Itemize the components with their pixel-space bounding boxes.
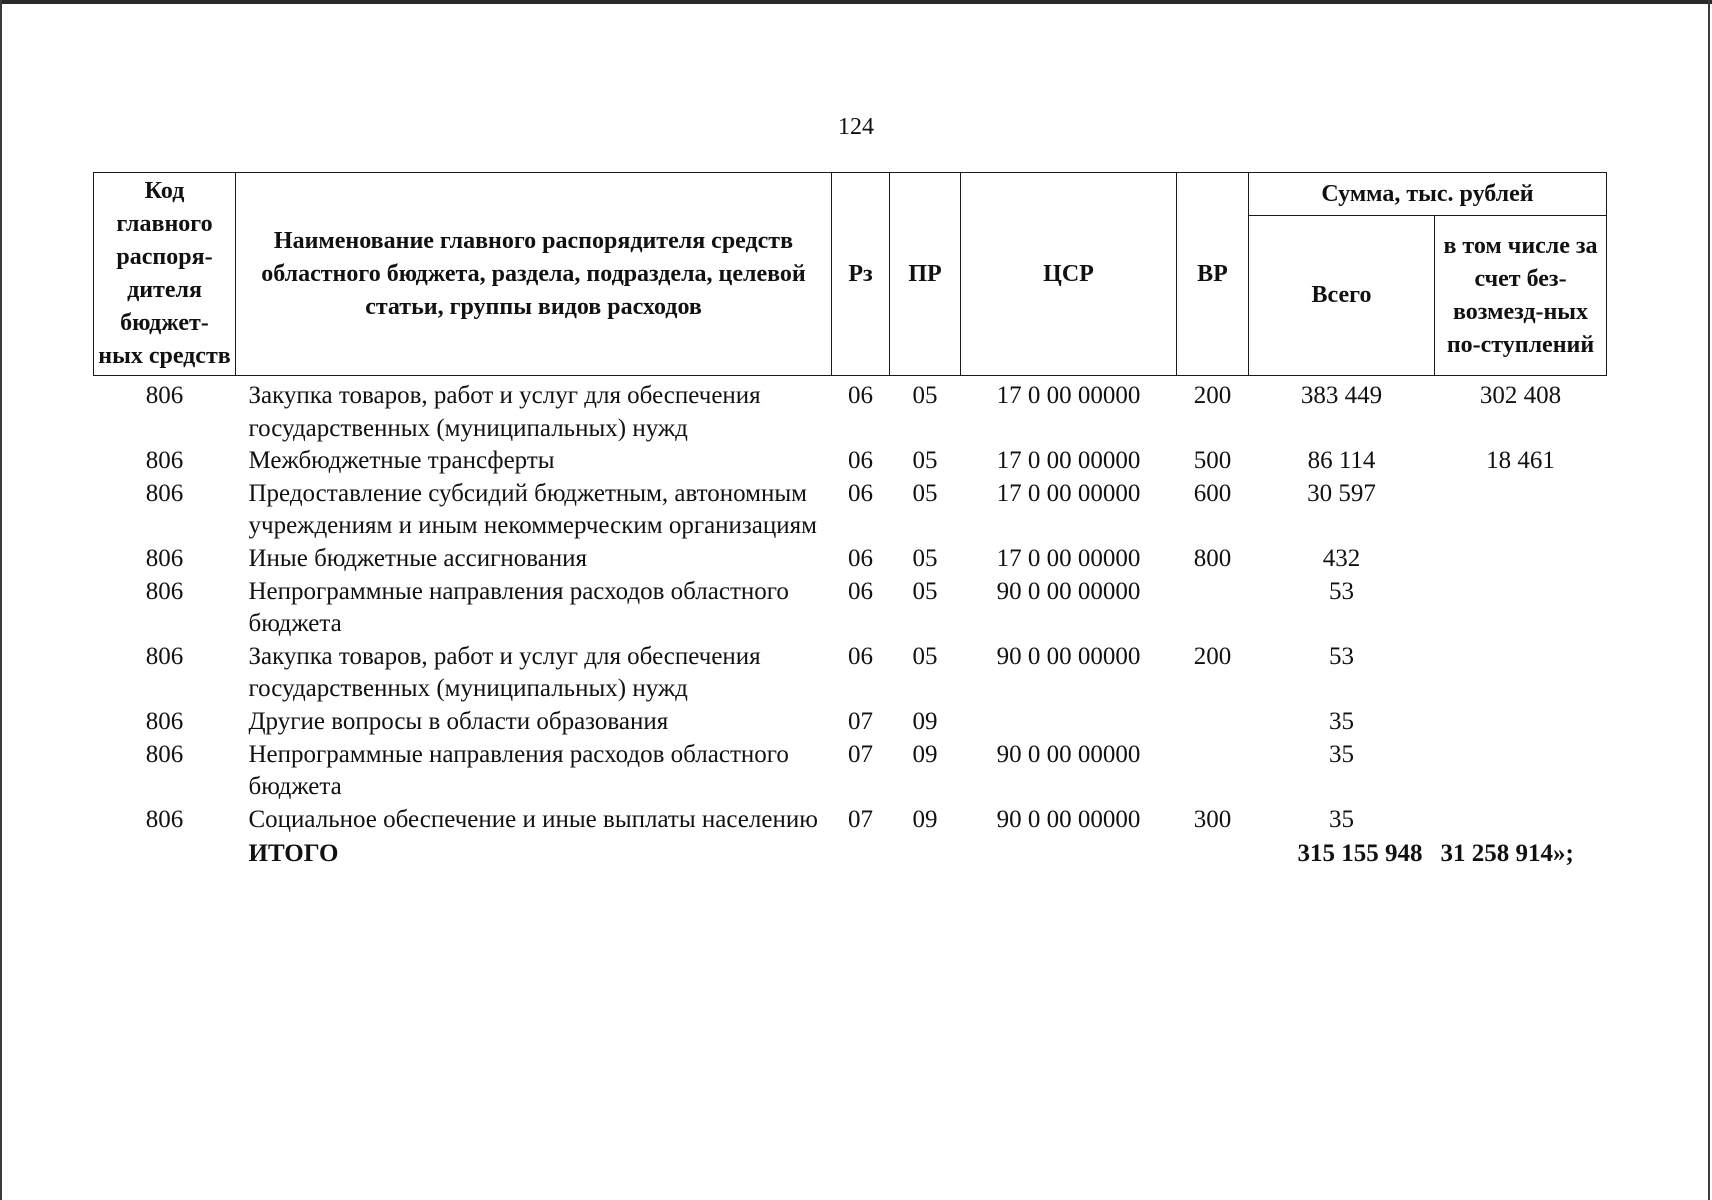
cell-rz bbox=[832, 836, 890, 871]
header-code: Код главного распоря-дителя бюджет-ных средств bbox=[94, 173, 236, 376]
header-total: Всего bbox=[1249, 216, 1435, 376]
total-row bbox=[94, 836, 1607, 871]
table-row bbox=[94, 445, 1607, 478]
cell-pr: 05 bbox=[912, 642, 938, 670]
cell-name: Другие вопросы в области образования bbox=[248, 707, 669, 735]
cell-vr bbox=[1177, 706, 1249, 739]
table-row bbox=[94, 376, 1607, 446]
total-incl: 31 258 914»; bbox=[1440, 840, 1574, 868]
table-row bbox=[94, 641, 1607, 706]
cell-csr: 17 0 00 00000 bbox=[996, 447, 1141, 475]
cell-csr: 90 0 00 00000 bbox=[996, 740, 1141, 768]
cell-code: 806 bbox=[145, 642, 184, 670]
cell-vr bbox=[1177, 739, 1249, 804]
cell-name: Непрограммные направления расходов областного бюджета bbox=[248, 740, 789, 801]
cell-vr bbox=[1177, 576, 1249, 641]
total-label: ИТОГО bbox=[248, 840, 339, 868]
cell-csr: 17 0 00 00000 bbox=[996, 479, 1141, 507]
cell-total: 53 bbox=[1329, 642, 1354, 670]
cell-incl bbox=[1435, 543, 1607, 576]
cell-vr: 800 bbox=[1193, 544, 1232, 572]
cell-rz: 06 bbox=[848, 642, 873, 670]
header-pr: ПР bbox=[890, 173, 961, 376]
page-number: 124 bbox=[838, 114, 874, 140]
page-left-border bbox=[0, 0, 2, 1200]
cell-total: 53 bbox=[1329, 577, 1354, 605]
cell-code: 806 bbox=[145, 382, 184, 409]
cell-incl bbox=[1435, 804, 1607, 837]
cell-pr bbox=[890, 836, 961, 871]
cell-rz: 06 bbox=[848, 544, 873, 572]
cell-pr: 05 bbox=[912, 544, 938, 572]
cell-pr: 05 bbox=[912, 479, 938, 507]
cell-rz: 06 bbox=[848, 479, 873, 507]
cell-vr: 600 bbox=[1193, 479, 1232, 507]
header-rz: Рз bbox=[832, 173, 890, 376]
cell-vr: 300 bbox=[1193, 805, 1232, 833]
cell-pr: 09 bbox=[912, 805, 938, 833]
table-row bbox=[94, 804, 1607, 837]
total-sum: 315 155 948 bbox=[1297, 840, 1423, 868]
cell-vr: 500 bbox=[1193, 447, 1232, 475]
cell-code: 806 bbox=[145, 740, 184, 768]
cell-incl: 302 408 bbox=[1479, 382, 1562, 409]
table-row bbox=[94, 576, 1607, 641]
header-csr: ЦСР bbox=[961, 173, 1177, 376]
table-row bbox=[94, 543, 1607, 576]
cell-pr: 05 bbox=[912, 447, 938, 475]
table-body bbox=[94, 376, 1607, 871]
header-sum: Сумма, тыс. рублей bbox=[1249, 173, 1607, 216]
cell-incl bbox=[1435, 706, 1607, 739]
table-row bbox=[94, 478, 1607, 543]
cell-name: Межбюджетные трансферты bbox=[248, 447, 555, 475]
cell-csr bbox=[961, 836, 1177, 871]
cell-total: 432 bbox=[1322, 544, 1361, 572]
cell-name: Закупка товаров, работ и услуг для обеспечения государственных (муниципальных) нужд bbox=[248, 642, 761, 703]
page-top-border bbox=[0, 0, 1712, 4]
cell-total: 86 114 bbox=[1307, 447, 1376, 475]
cell-rz: 07 bbox=[848, 707, 873, 735]
cell-code bbox=[94, 836, 236, 871]
cell-rz: 06 bbox=[848, 447, 873, 475]
cell-code: 806 bbox=[145, 544, 184, 572]
header-name: Наименование главного распорядителя средств областного бюджета, раздела, подраздела, целевой статьи, группы видов расходов bbox=[236, 173, 832, 376]
table-header bbox=[94, 173, 1607, 376]
cell-vr: 200 bbox=[1193, 642, 1232, 670]
cell-code: 806 bbox=[145, 577, 184, 605]
cell-code: 806 bbox=[145, 805, 184, 833]
cell-name: Непрограммные направления расходов областного бюджета bbox=[248, 577, 789, 638]
cell-pr: 05 bbox=[912, 382, 938, 409]
cell-code: 806 bbox=[145, 707, 184, 735]
cell-csr: 90 0 00 00000 bbox=[996, 577, 1141, 605]
cell-csr: 90 0 00 00000 bbox=[996, 642, 1141, 670]
cell-csr bbox=[961, 706, 1177, 739]
cell-rz: 06 bbox=[848, 577, 873, 605]
cell-csr: 17 0 00 00000 bbox=[996, 544, 1141, 572]
cell-total: 35 bbox=[1329, 805, 1354, 833]
cell-total: 35 bbox=[1329, 740, 1354, 768]
cell-rz: 06 bbox=[848, 382, 873, 409]
header-vr: ВР bbox=[1177, 173, 1249, 376]
cell-total: 383 449 bbox=[1300, 382, 1383, 409]
cell-incl bbox=[1435, 478, 1607, 543]
cell-name: Закупка товаров, работ и услуг для обеспечения государственных (муниципальных) нужд bbox=[248, 382, 761, 442]
budget-table bbox=[93, 172, 1607, 871]
cell-code: 806 bbox=[145, 447, 184, 475]
cell-pr: 09 bbox=[912, 740, 938, 768]
cell-name: Социальное обеспечение и иные выплаты населению bbox=[248, 805, 818, 833]
cell-rz: 07 bbox=[848, 805, 873, 833]
cell-vr: 200 bbox=[1193, 382, 1232, 409]
cell-pr: 09 bbox=[912, 707, 938, 735]
cell-incl bbox=[1435, 641, 1607, 706]
header-incl: в том числе за счет без-возмезд-ных по-ступлений bbox=[1435, 216, 1607, 376]
cell-incl: 18 461 bbox=[1486, 447, 1555, 475]
cell-vr bbox=[1177, 836, 1249, 871]
table-row bbox=[94, 739, 1607, 804]
cell-code: 806 bbox=[145, 479, 184, 507]
cell-name: Предоставление субсидий бюджетным, автономным учреждениям и иным некоммерческим организациям bbox=[248, 479, 817, 540]
cell-pr: 05 bbox=[912, 577, 938, 605]
cell-incl bbox=[1435, 739, 1607, 804]
page-right-border bbox=[1708, 0, 1710, 1200]
cell-incl bbox=[1435, 576, 1607, 641]
cell-csr: 90 0 00 00000 bbox=[996, 805, 1141, 833]
cell-rz: 07 bbox=[848, 740, 873, 768]
table-row bbox=[94, 706, 1607, 739]
cell-csr: 17 0 00 00000 bbox=[996, 382, 1141, 409]
cell-total: 30 597 bbox=[1307, 479, 1376, 507]
cell-name: Иные бюджетные ассигнования bbox=[248, 544, 588, 572]
cell-total: 35 bbox=[1329, 707, 1354, 735]
